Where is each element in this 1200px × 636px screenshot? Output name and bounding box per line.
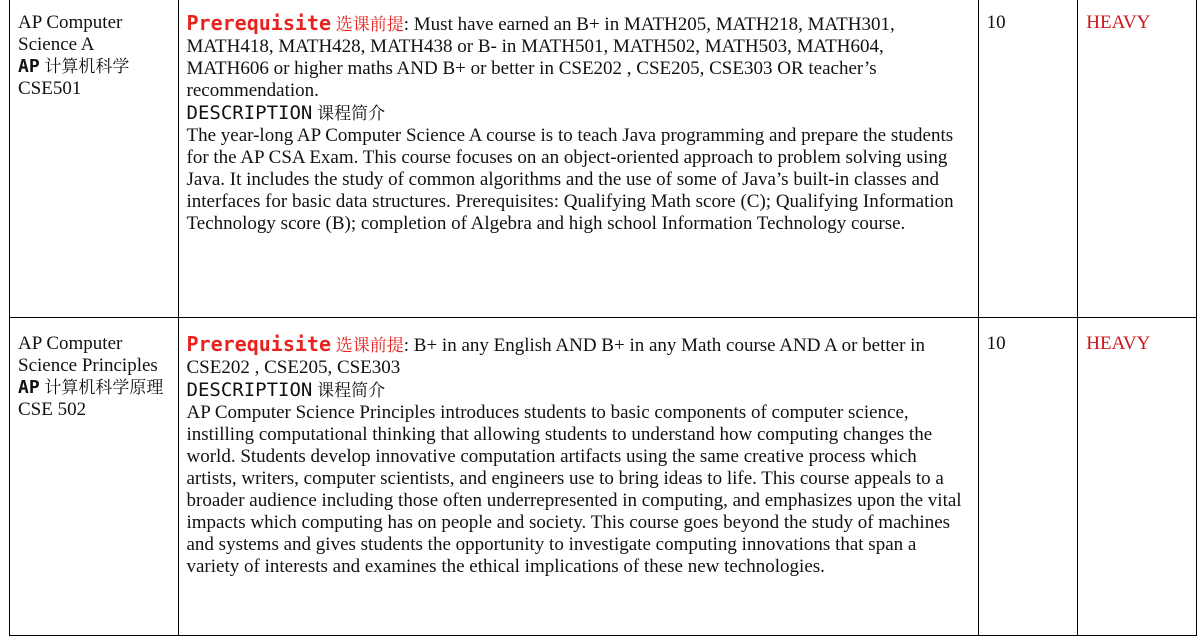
table-row <box>10 0 1197 318</box>
ap-mark: AP <box>18 56 40 77</box>
description-heading <box>187 379 970 402</box>
prerequisite-block <box>187 12 970 102</box>
prerequisite-label: Prerequisite <box>186 332 331 356</box>
prerequisite-block <box>187 333 970 379</box>
ap-mark: AP <box>18 377 40 398</box>
table-row <box>10 318 1197 636</box>
course-code: CSE501 <box>18 78 82 99</box>
course-code: CSE 502 <box>18 399 87 420</box>
course-catalog-table <box>9 0 1197 636</box>
course-name-en: AP Computer Science Principles <box>18 333 158 376</box>
course-name-cell <box>10 0 179 318</box>
course-name-zh-line <box>18 377 170 399</box>
course-name-en: AP Computer Science A <box>18 12 123 55</box>
description-label-zh: 课程简介 <box>317 381 386 401</box>
description-text: AP Computer Science Principles introduces students to basic components of computer science, instilling computational thinking that allowing students to understand how computing changes the world. Students develop innovative computation artifacts using the same creative process which artists, writers, computer scientists, and engineers use to bring ideas to life. This course appeals to a broader audience including those often underrepresented in computing, and emphasizes upon the vital impacts which computing has on people and society. This course goes beyond the study of machines and systems and gives students the opportunity to investigate computing innovations that span a variety of interests and examines the ethical implications of these new technologies. <box>186 402 962 577</box>
prerequisite-text: : Must have earned an B+ in MATH205, MATH218, MATH301, MATH418, MATH428, MATH438 or B- in MATH501, MATH502, MATH503, MATH604, MATH606 or higher maths AND B+ or better in CSE202 , CSE205, CSE303 OR teacher’s recommendation. <box>186 14 895 101</box>
course-name-zh: 计算机科学 <box>44 57 130 77</box>
course-description-cell <box>178 318 978 636</box>
prerequisite-label-zh: 选课前提 <box>335 15 404 35</box>
description-label-zh: 课程简介 <box>317 104 386 124</box>
prerequisite-label: Prerequisite <box>186 11 331 35</box>
course-name-zh-line <box>18 56 170 78</box>
credits-value: 10 <box>978 0 1078 318</box>
course-name-cell <box>10 318 179 636</box>
credits-value: 10 <box>978 318 1078 636</box>
course-description-cell <box>178 0 978 318</box>
description-label: DESCRIPTION <box>186 379 313 401</box>
workload-label: HEAVY <box>1078 318 1197 636</box>
description-heading <box>187 102 970 125</box>
description-text: The year-long AP Computer Science A course is to teach Java programming and prepare the students for the AP CSA Exam. This course focuses on an object-oriented approach to problem solving using Java. It includes the study of common algorithms and the use of some of Java’s built-in classes and interfaces for basic data structures. Prerequisites: Qualifying Math score (C); Qualifying Information Technology score (B); completion of Algebra and high school Information Technology course. <box>186 125 954 234</box>
course-name-zh: 计算机科学原理 <box>44 378 164 398</box>
description-label: DESCRIPTION <box>186 102 313 124</box>
workload-label: HEAVY <box>1078 0 1197 318</box>
prerequisite-label-zh: 选课前提 <box>335 336 404 356</box>
prerequisite-text: : B+ in any English AND B+ in any Math course AND A or better in CSE202 , CSE205, CSE303 <box>186 335 925 378</box>
